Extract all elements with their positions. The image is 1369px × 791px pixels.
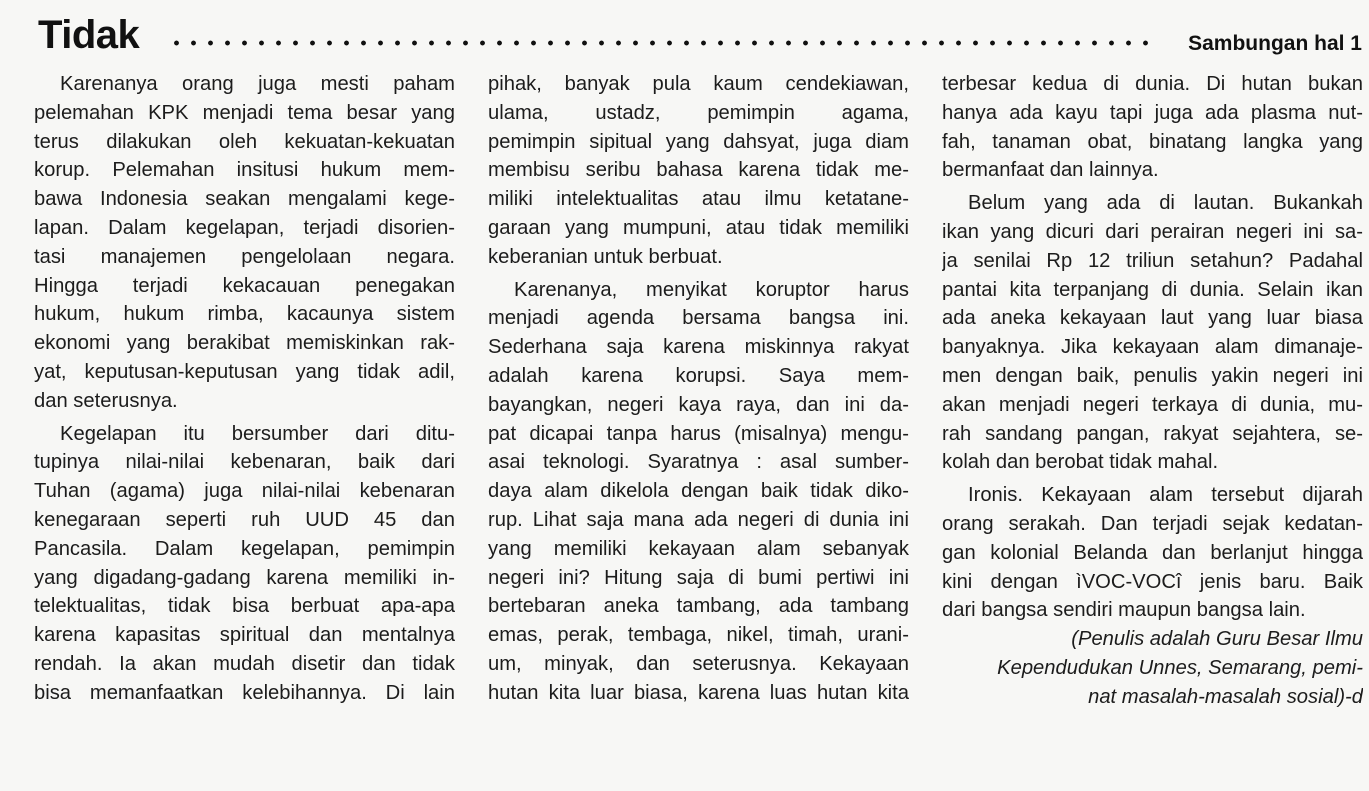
byline-line: Kependudukan Unnes, Semarang, pemi- — [997, 656, 1363, 679]
text-line: Karenanya, menyikat koruptor harus — [514, 278, 909, 301]
byline-line: nat masalah-masalah sosial)-d — [1088, 685, 1363, 708]
text-line: adalah karena korupsi. Saya mem- — [488, 364, 909, 387]
text-line: garaan yang mumpuni, atau tidak memiliki — [488, 216, 909, 239]
text-line: bayangkan, negeri kaya raya, dan ini da- — [488, 393, 909, 416]
text-line: kenegaraan seperti ruh UUD 45 dan — [34, 508, 455, 531]
text-line: gan kolonial Belanda dan berlanjut hingga — [942, 541, 1363, 564]
text-line: pelemahan KPK menjadi tema besar yang — [34, 101, 455, 124]
text-line: um, minyak, dan seterusnya. Kekayaan — [488, 652, 909, 675]
dotted-leader — [168, 32, 1154, 48]
text-line: lapan. Dalam kegelapan, terjadi disorien- — [34, 216, 455, 239]
text-line: kini dengan ìVOC-VOCî jenis baru. Baik — [942, 570, 1363, 593]
text-line: ikan yang dicuri dari perairan negeri ini sa- — [942, 220, 1363, 243]
text-line: Ironis. Kekayaan alam tersebut dijarah — [968, 484, 1363, 507]
text-line: negeri ini? Hitung saja di bumi pertiwi ini — [488, 566, 909, 589]
text-line: hanya ada kayu tapi juga ada plasma nut- — [942, 101, 1363, 124]
text-line: karena kapasitas spiritual dan mentalnya — [34, 624, 455, 647]
text-line: dan seterusnya. — [34, 389, 178, 412]
text-line: ada aneka kekayaan laut yang luar biasa — [942, 307, 1363, 330]
text-line: bisa memanfaatkan kelebihannya. Di lain — [34, 681, 455, 704]
text-line: rah sandang pangan, rakyat sejahtera, se- — [942, 422, 1363, 445]
text-line: Belum yang ada di lautan. Bukankah — [968, 192, 1363, 215]
text-line: daya alam dikelola dengan baik tidak diko- — [488, 480, 909, 503]
text-line: menjadi agenda bersama bangsa ini. — [488, 307, 909, 330]
text-line: bertebaran aneka tambang, ada tambang — [488, 595, 909, 618]
text-line: asai teknologi. Syaratnya : asal sumber- — [488, 451, 909, 474]
text-line: orang serakah. Dan terjadi sejak kedatan- — [942, 512, 1363, 535]
text-line: miliki intelektualitas atau ilmu ketatane- — [488, 188, 909, 211]
text-line: Sederhana saja karena miskinnya rakyat — [488, 336, 909, 359]
text-line: korup. Pelemahan insitusi hukum mem- — [34, 159, 455, 182]
text-line: rendah. Ia akan mudah disetir dan tidak — [34, 652, 455, 675]
article-column-1 — [34, 70, 455, 708]
article-title: Tidak — [38, 13, 140, 57]
text-line: rup. Lihat saja mana ada negeri di dunia ini — [488, 508, 909, 531]
continuation-label: Sambungan hal 1 — [1188, 32, 1362, 55]
text-line: dari bangsa sendiri maupun bangsa lain. — [942, 599, 1306, 622]
text-line: membisu seribu bahasa karena tidak me- — [488, 159, 909, 182]
text-line: yang memiliki kekayaan alam sebanyak — [488, 537, 909, 560]
text-line: men dengan baik, penulis yakin negeri ini — [942, 364, 1363, 387]
text-line: telektualitas, tidak bisa berbuat apa-apa — [34, 595, 455, 618]
text-line: kolah dan berobat tidak mahal. — [942, 451, 1219, 474]
text-line: pihak, banyak pula kaum cendekiawan, — [488, 73, 909, 95]
text-line: bawa Indonesia seakan mengalami kege- — [34, 188, 455, 211]
text-line: terbesar kedua di dunia. Di hutan bukan — [942, 73, 1363, 95]
text-line: ekonomi yang berakibat memiskinkan rak- — [34, 332, 455, 355]
text-line: Kegelapan itu bersumber dari ditu- — [60, 422, 455, 445]
article-header — [38, 12, 1364, 58]
text-line: Karenanya orang juga mesti paham — [60, 73, 455, 95]
text-line: hukum, hukum rimba, kacaunya sistem — [34, 303, 455, 326]
text-line: tasi manajemen pengelolaan negara. — [34, 245, 455, 268]
text-line: banyaknya. Jika kekayaan alam dimanaje- — [942, 336, 1363, 359]
text-line: yang digadang-gadang karena memiliki in- — [34, 566, 455, 589]
text-line: pat dicapai tanpa harus (misalnya) mengu- — [488, 422, 909, 445]
text-line: ja senilai Rp 12 triliun setahun? Padahal — [942, 249, 1363, 272]
text-line: emas, perak, tembaga, nikel, timah, urani- — [488, 624, 909, 647]
text-line: keberanian untuk berbuat. — [488, 245, 723, 268]
text-line: Pancasila. Dalam kegelapan, pemimpin — [34, 537, 455, 560]
text-line: fah, tanaman obat, binatang langka yang — [942, 130, 1363, 153]
text-line: Hingga terjadi kekacauan penegakan — [34, 274, 455, 297]
text-line: pemimpin sipitual yang dahsyat, juga diam — [488, 130, 909, 153]
byline-line: (Penulis adalah Guru Besar Ilmu — [1071, 628, 1363, 651]
article-column-2 — [488, 70, 909, 708]
text-line: akan menjadi negeri terkaya di dunia, mu- — [942, 393, 1363, 416]
text-line: terus dilakukan oleh kekuatan-kekuatan — [34, 130, 455, 153]
text-line: ulama, ustadz, pemimpin agama, — [488, 101, 909, 124]
text-line: tupinya nilai-nilai kebenaran, baik dari — [34, 451, 455, 474]
text-line: bermanfaat dan lainnya. — [942, 159, 1159, 182]
text-line: Tuhan (agama) juga nilai-nilai kebenaran — [34, 480, 455, 503]
text-line: yat, keputusan-keputusan yang tidak adil, — [34, 360, 455, 383]
article-column-3 — [942, 70, 1363, 712]
text-line: hutan kita luar biasa, karena luas hutan kita — [488, 681, 909, 704]
text-line: pantai kita terpanjang di dunia. Selain ikan — [942, 278, 1363, 301]
